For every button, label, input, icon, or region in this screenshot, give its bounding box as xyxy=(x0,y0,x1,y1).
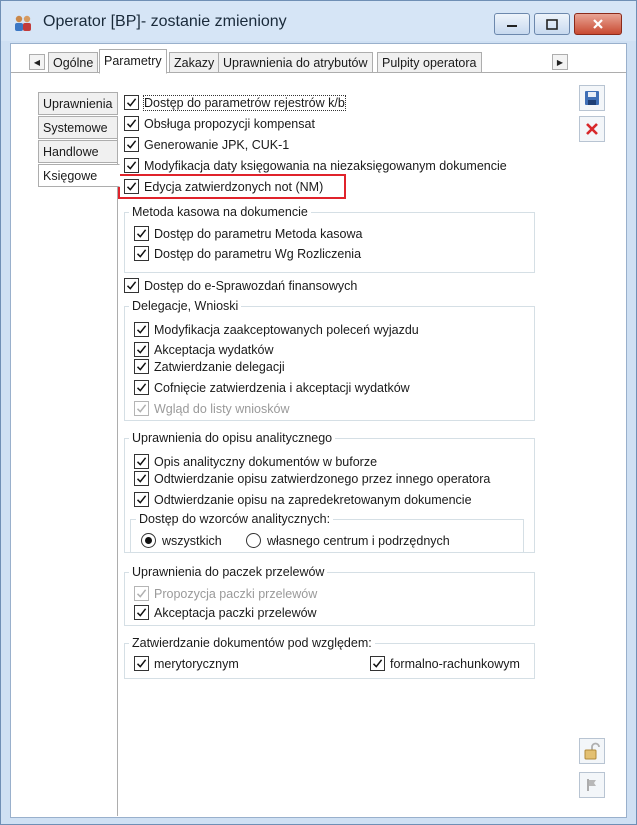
highlight-box xyxy=(118,174,346,199)
lock-icon xyxy=(583,742,601,760)
group-title-zatwierdzanie: Zatwierdzanie dokumentów pod względem: xyxy=(129,636,375,650)
checkbox-jpk[interactable]: Generowanie JPK, CUK-1 xyxy=(124,137,289,152)
checkbox-icon[interactable] xyxy=(134,656,149,671)
checkbox-icon[interactable] xyxy=(124,95,139,110)
group-title-wzorce: Dostęp do wzorców analitycznych: xyxy=(136,512,333,526)
checkbox-modyfikacja-daty[interactable]: Modyfikacja daty księgowania na niezaksięgowanym dokumencie xyxy=(124,158,507,173)
checkbox-icon[interactable] xyxy=(134,471,149,486)
vtab-systemowe[interactable]: Systemowe xyxy=(38,116,118,139)
checkbox-icon[interactable] xyxy=(134,380,149,395)
flag-icon xyxy=(584,777,600,793)
window-title: Operator [BP]- zostanie zmieniony xyxy=(43,13,287,30)
window-content xyxy=(10,43,627,818)
arrow-right-icon: ▶ xyxy=(556,57,564,67)
checkbox-parametry-rejestrow[interactable]: Dostęp do parametrów rejestrów k/b xyxy=(124,95,345,110)
tab-scroll-left-button[interactable] xyxy=(29,54,45,70)
tab-pulpity[interactable]: Pulpity operatora xyxy=(377,52,482,73)
checkbox-icon[interactable] xyxy=(124,116,139,131)
checkbox-e-sprawozdania[interactable]: Dostęp do e-Sprawozdań finansowych xyxy=(124,278,357,293)
checkbox-merytorycznym[interactable]: merytorycznym xyxy=(134,656,239,671)
checkbox-metoda-kasowa[interactable]: Dostęp do parametru Metoda kasowa xyxy=(134,226,362,241)
arrow-left-icon: ◀ xyxy=(33,57,41,67)
checkbox-formalno-rachunkowym[interactable]: formalno-rachunkowym xyxy=(370,656,520,671)
save-icon xyxy=(584,90,600,106)
vtab-handlowe[interactable]: Handlowe xyxy=(38,140,118,163)
operators-icon xyxy=(13,14,33,32)
checkbox-wglad-wnioskow: Wgląd do listy wniosków xyxy=(134,401,289,416)
checkbox-icon[interactable] xyxy=(134,342,149,357)
tab-zakazy[interactable]: Zakazy xyxy=(169,52,219,73)
checkbox-modyfikacja-polecen[interactable]: Modyfikacja zaakceptowanych poleceń wyjazdu xyxy=(134,322,419,337)
checkbox-icon[interactable] xyxy=(134,226,149,241)
save-button[interactable] xyxy=(579,85,605,111)
cancel-button[interactable] xyxy=(579,116,605,142)
checkbox-akceptacja-wydatkow[interactable]: Akceptacja wydatków xyxy=(134,342,274,357)
tab-scroll-right-button[interactable] xyxy=(552,54,568,70)
group-title-opis-analityczny: Uprawnienia do opisu analitycznego xyxy=(129,431,335,445)
checkbox-akceptacja-paczki[interactable]: Akceptacja paczki przelewów xyxy=(134,605,317,620)
maximize-button[interactable] xyxy=(534,13,570,35)
flag-button[interactable] xyxy=(579,772,605,798)
checkbox-zatwierdzanie-delegacji[interactable]: Zatwierdzanie delegacji xyxy=(134,359,285,374)
checkbox-icon xyxy=(134,586,149,601)
parametry-panel xyxy=(11,72,626,817)
vtab-divider xyxy=(117,126,118,816)
vtab-ksiegowe[interactable]: Księgowe xyxy=(38,164,120,187)
minimize-button[interactable] xyxy=(494,13,530,35)
minimize-icon xyxy=(506,19,518,29)
checkbox-odtwierdzanie-innego[interactable]: Odtwierdzanie opisu zatwierdzonego przez innego operatora xyxy=(134,471,490,486)
radio-icon[interactable] xyxy=(246,533,261,548)
tab-uprawnienia-atrybutow[interactable]: Uprawnienia do atrybutów xyxy=(218,52,373,73)
close-icon xyxy=(592,18,604,30)
checkbox-odtwierdzanie-predekret[interactable]: Odtwierdzanie opisu na zapredekretowanym dokumencie xyxy=(134,492,472,507)
tab-parametry[interactable]: Parametry xyxy=(99,49,167,74)
cancel-icon xyxy=(584,121,600,137)
checkbox-propozycje-kompensat[interactable]: Obsługa propozycji kompensat xyxy=(124,116,315,131)
maximize-icon xyxy=(546,19,558,30)
tab-ogolne[interactable]: Ogólne xyxy=(48,52,98,73)
checkbox-icon[interactable] xyxy=(134,359,149,374)
checkbox-opis-bufor[interactable]: Opis analityczny dokumentów w buforze xyxy=(134,454,377,469)
title-bar xyxy=(1,1,636,41)
checkbox-propozycja-paczki: Propozycja paczki przelewów xyxy=(134,586,317,601)
radio-wszystkich[interactable]: wszystkich xyxy=(141,533,222,548)
checkbox-cofniecie-zatwierdzenia[interactable]: Cofnięcie zatwierdzenia i akceptacji wydatków xyxy=(134,380,410,395)
lock-button[interactable] xyxy=(579,738,605,764)
vtab-uprawnienia[interactable]: Uprawnienia xyxy=(38,92,118,115)
checkbox-icon[interactable] xyxy=(124,278,139,293)
checkbox-icon[interactable] xyxy=(134,492,149,507)
radio-selected-icon[interactable] xyxy=(141,533,156,548)
group-title-delegacje: Delegacje, Wnioski xyxy=(129,299,241,313)
checkbox-icon[interactable] xyxy=(370,656,385,671)
checkbox-icon[interactable] xyxy=(134,454,149,469)
checkbox-icon[interactable] xyxy=(134,322,149,337)
checkbox-icon xyxy=(134,401,149,416)
checkbox-icon[interactable] xyxy=(124,137,139,152)
checkbox-edycja-not[interactable]: Edycja zatwierdzonych not (NM) xyxy=(124,179,323,194)
group-metoda-kasowa xyxy=(124,212,535,273)
checkbox-wg-rozliczenia[interactable]: Dostęp do parametru Wg Rozliczenia xyxy=(134,246,361,261)
group-title-metoda-kasowa: Metoda kasowa na dokumencie xyxy=(129,205,311,219)
radio-wlasnego-centrum[interactable]: własnego centrum i podrzędnych xyxy=(246,533,450,548)
checkbox-icon[interactable] xyxy=(134,605,149,620)
checkbox-icon[interactable] xyxy=(124,158,139,173)
group-title-paczki: Uprawnienia do paczek przelewów xyxy=(129,565,327,579)
close-button[interactable] xyxy=(574,13,622,35)
checkbox-icon[interactable] xyxy=(134,246,149,261)
